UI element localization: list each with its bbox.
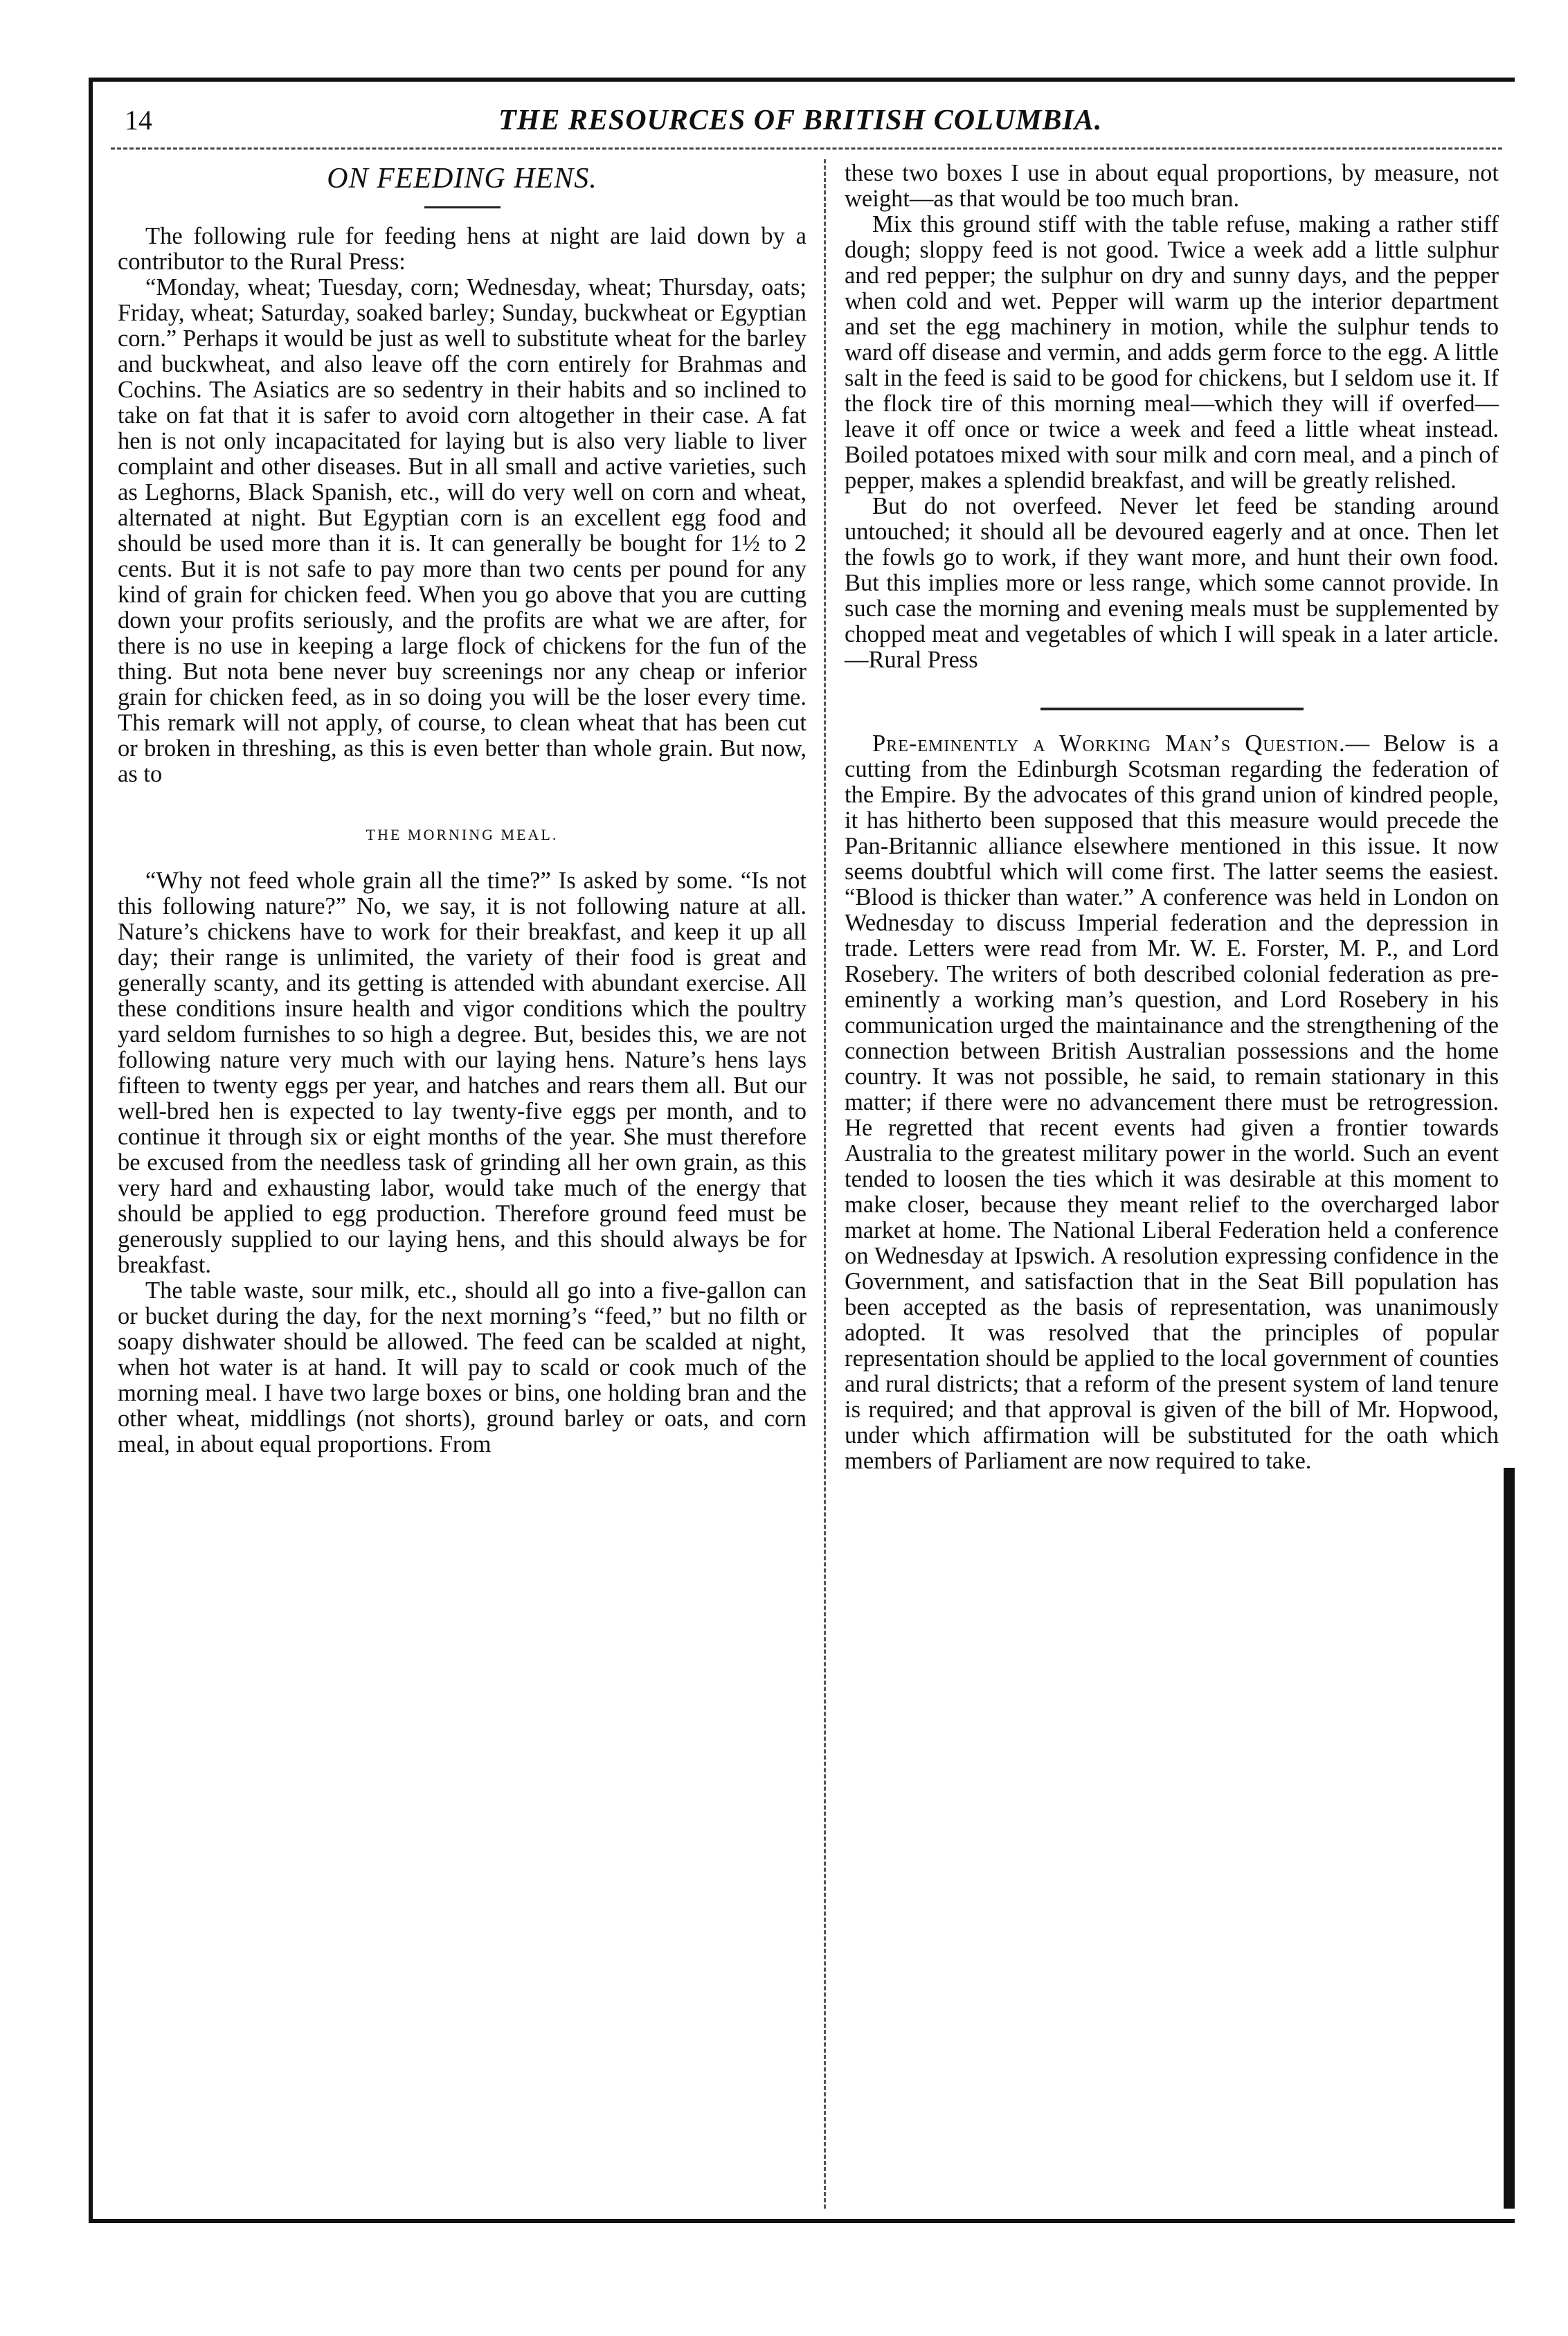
- article-paragraph: “Monday, wheat; Tuesday, corn; Wednesday, wheat; Thursday, oats; Friday, wheat; Saturday, soaked barley; Sunday, buckwheat or Egyptian corn.” Perhaps it would be just as well to substitute wheat for the barley and buckwheat, and also leave off the corn entirely for Brahmas and Cochins. The Asiatics are so sedentry in their habits and so inclined to take on fat that it is safer to avoid corn altogether in their case. A fat hen is not only incapacitated for laying but is also very liable to liver complaint and other diseases. But in all small and active varieties, such as Leghorns, Black Spanish, etc., will do very well on corn and wheat, alternated at night. But Egyptian corn is an excellent egg food and should be used more than it is. It can generally be bought for 1½ to 2 cents. But it is not safe to pay more than two cents per pound for any kind of grain for chicken feed. When you go above that you are cutting down your profits seriously, and the profits are what we are after, for there is no use in keeping a large flock of chickens for the fun of the thing. But nota bene never buy screenings nor any cheap or inferior grain for chicken feed, as in so doing you will be the loser every time. This remark will not apply, of course, to clean wheat that has been cut or broken in threshing, as this is even better than whole grain. But now, as to: [118, 274, 806, 787]
- column-divider: [824, 159, 826, 2209]
- section-divider-rule: [1040, 708, 1304, 710]
- section-subhead: THE MORNING MEAL.: [366, 826, 559, 843]
- page-border-left: [89, 78, 93, 2220]
- page-header: [111, 104, 1502, 152]
- header-rule: [111, 147, 1502, 150]
- page-border-bottom: [89, 2219, 1515, 2223]
- running-title: THE RESOURCES OF BRITISH COLUMBIA.: [498, 105, 1103, 136]
- page-border-top: [89, 78, 1515, 82]
- right-column: [845, 161, 1499, 1474]
- news-item-title: Pre-eminently a Working Man’s Question.—: [872, 730, 1371, 757]
- page-edge-shadow: [1504, 1468, 1515, 2209]
- page-number: 14: [125, 105, 152, 136]
- news-item: [845, 731, 1499, 1474]
- left-column: [118, 161, 806, 1457]
- article-title: ON FEEDING HENS.: [327, 163, 597, 195]
- article-paragraph: The table waste, sour milk, etc., should all go into a five-gallon can or bucket during the day, for the next morning’s “feed,” but no filth or soapy dishwater should be allowed. The feed can be scalded at night, when hot water is at hand. It will pay to scald or cook much of the morning meal. I have two large boxes or bins, one holding bran and the other wheat, middlings (not shorts), ground barley or oats, and corn meal, in about equal proportions. From: [118, 1277, 806, 1457]
- article-paragraph: But do not overfeed. Never let feed be standing around untouched; it should all be devoured eagerly and at once. Then let the fowls go to work, if they want more, and hunt their own food. But this implies more or less range, which some cannot provide. In such case the morning and evening meals must be supplemented by chopped meat and vegetables of which I will speak in a later article.—Rural Press: [845, 493, 1499, 673]
- article-paragraph: The following rule for feeding hens at night are laid down by a contributor to the Rural Press:: [118, 223, 806, 275]
- article-paragraph: Mix this ground stiff with the table refuse, making a rather stiff dough; sloppy feed is not good. Twice a week add a little sulphur and red pepper; the sulphur on dry and sunny days, and the pepper when cold and wet. Pepper will warm up the interior department and set the egg machinery in motion, while the sulphur tends to ward off disease and vermin, and adds germ force to the egg. A little salt in the feed is said to be good for chickens, but I seldom use it. If the flock tire of this morning meal—which they will if overfed—leave it off once or twice a week and feed a little wheat instead. Boiled potatoes mixed with sour milk and corn meal, and a pinch of pepper, makes a splendid breakfast, and will be greatly relished.: [845, 211, 1499, 494]
- news-item-text: Below is a cutting from the Edinburgh Scotsman regarding the federation of the Empire. By the advocates of this grand union of kindred people, it has hitherto been supposed that this measure would precede the Pan-Britannic alliance elsewhere mentioned in this issue. It now seems doubtful which will come first. The latter seems the easiest. “Blood is thicker than water.” A conference was held in London on Wednesday to discuss Imperial federation and the depression in trade. Letters were read from Mr. W. E. Forster, M. P., and Lord Rosebery. The writers of both described colonial federation as pre-eminently a working man’s question, and Lord Rosebery in his communication urged the maintainance and the strengthening of the connection between British Australian possessions and the home country. It was not possible, he said, to remain stationary in this matter; if there were no advancement there must be retrogression. He regretted that recent events had given a frontier towards Australia to the greatest military power in the world. Such an event tended to loosen the ties which it was desirable at this moment to make closer, because they meant relief to the overcharged labor market at home. The National Liberal Federation held a conference on Wednesday at Ipswich. A resolution expressing confidence in the Government, and satisfaction that in the Seat Bill population has been accepted as the basis of representation, was unanimously adopted. It was resolved that the principles of popular representation should be applied to the local government of counties and rural districts; that a reform of the present system of land tenure is required; and that approval is given of the bill of Mr. Hopwood, under which affirmation will be substituted for the oath which members of Parliament are now required to take.: [845, 730, 1499, 1474]
- title-rule: [424, 206, 501, 208]
- article-paragraph: these two boxes I use in about equal proportions, by measure, not weight—as that would be too much bran.: [845, 160, 1499, 212]
- article-paragraph: “Why not feed whole grain all the time?” Is asked by some. “Is not this following nature?” No, we say, it is not following nature at all. Nature’s chickens have to work for their breakfast, and keep it up all day; their range is unlimited, the variety of their food is great and generally scanty, and its getting is attended with abundant exercise. All these conditions insure health and vigor conditions which the poultry yard seldom furnishes to so high a degree. But, besides this, we are not following nature very much with our laying hens. Nature’s hens lays fifteen to twenty eggs per year, and hatches and rears them all. But our well-bred hen is expected to lay twenty-five eggs per month, and to continue it through six or eight months of the year. She must therefore be excused from the needless task of grinding all her own grain, as this very hard and exhausting labor, would take much of the energy that should be applied to egg production. Therefore ground feed must be generously supplied to our laying hens, and this should always be for breakfast.: [118, 868, 806, 1278]
